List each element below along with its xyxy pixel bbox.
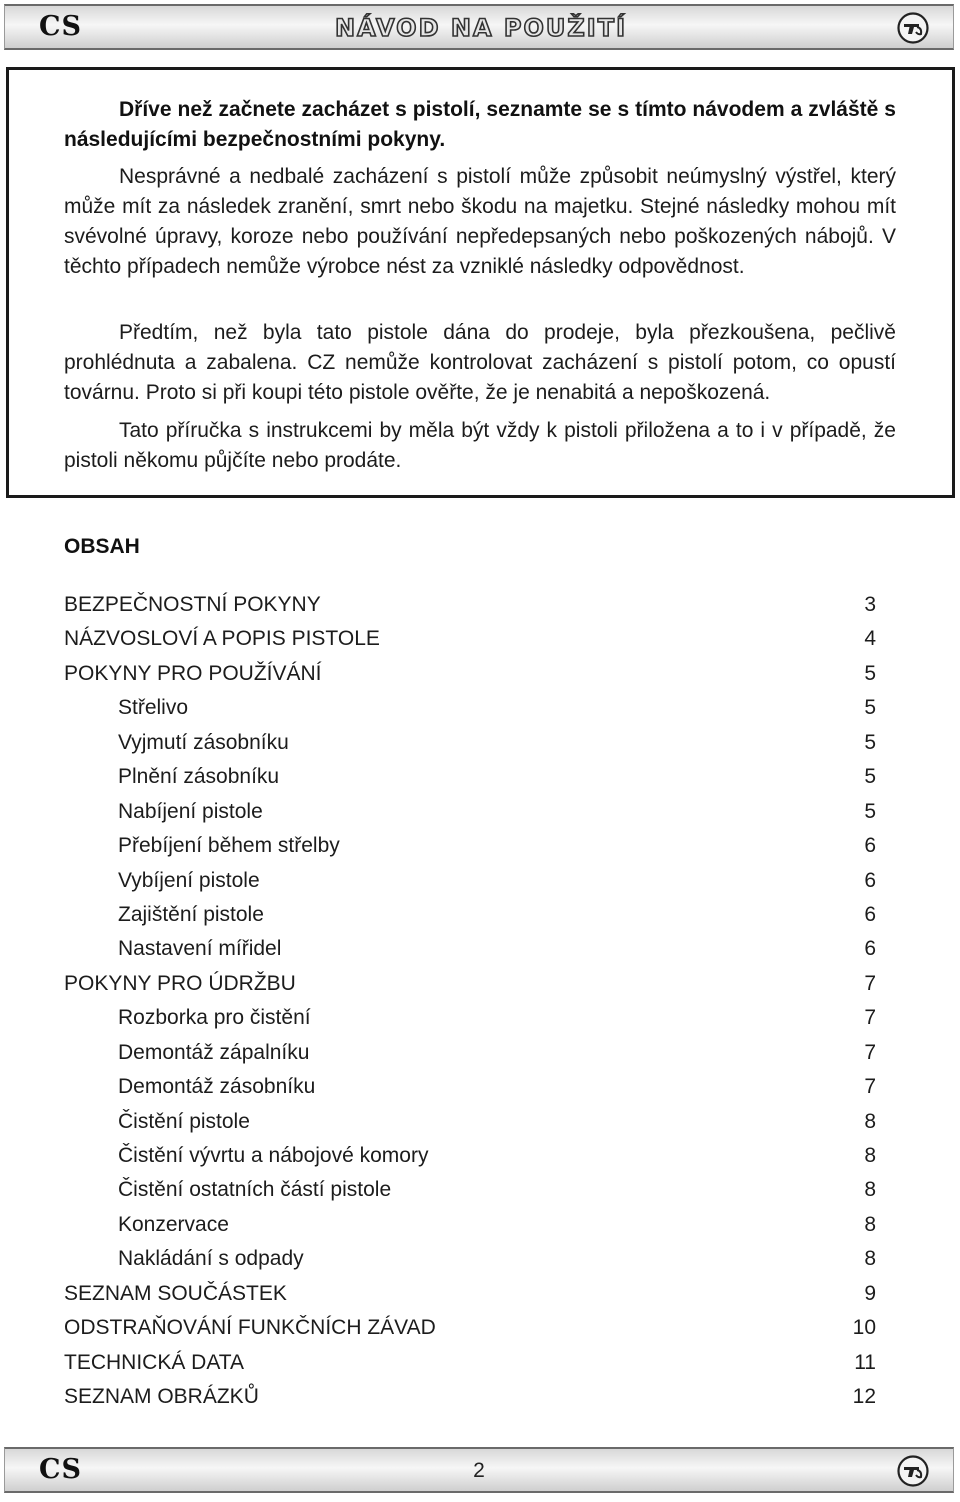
toc-entry-label: Nastavení mířidel: [118, 937, 282, 961]
toc-entry-page: 9: [864, 1281, 876, 1305]
toc-entry-label: Vyjmutí zásobníku: [118, 730, 289, 754]
page-number: 2: [473, 1459, 485, 1482]
toc-entry-page: 7: [864, 1006, 876, 1030]
toc-entry[interactable]: [64, 829, 876, 863]
toc-entry-page: 8: [864, 1247, 876, 1271]
toc-entry-page: 10: [852, 1316, 876, 1340]
toc-entry-label: Konzervace: [118, 1212, 229, 1236]
page-footer: [4, 1447, 954, 1493]
toc-heading: OBSAH: [64, 535, 140, 558]
toc-entry-page: 6: [864, 937, 876, 961]
toc-entry[interactable]: [64, 1277, 876, 1311]
toc-entry[interactable]: [64, 864, 876, 898]
toc-entry[interactable]: [64, 1036, 876, 1070]
toc-entry[interactable]: [64, 726, 876, 760]
toc-entry[interactable]: [64, 1001, 876, 1035]
toc-entry-label: SEZNAM SOUČÁSTEK: [64, 1281, 287, 1305]
toc-entry-label: Nabíjení pistole: [118, 799, 263, 823]
toc-entry-page: 8: [864, 1212, 876, 1236]
toc-entry-label: NÁZVOSLOVÍ A POPIS PISTOLE: [64, 627, 380, 651]
toc-entry-label: POKYNY PRO POUŽÍVÁNÍ: [64, 661, 322, 685]
toc-entry-label: Nakládání s odpady: [118, 1247, 304, 1271]
toc-entry-label: Rozborka pro čistění: [118, 1006, 311, 1030]
toc-entry-page: 11: [854, 1350, 876, 1374]
toc-entry-page: 6: [864, 834, 876, 858]
notice-paragraph-manual: Tato příručka s instrukcemi by měla být vždy k pistoli přiložena a to i v případě, že pistoli někomu půjčíte nebo prodáte.: [64, 419, 896, 472]
toc-entry[interactable]: [64, 795, 876, 829]
toc-entry[interactable]: [64, 1242, 876, 1276]
brand-logo-icon: [897, 1455, 929, 1487]
toc-entry-page: 5: [864, 765, 876, 789]
toc-entry-page: 5: [864, 661, 876, 685]
toc-entry[interactable]: [64, 1380, 876, 1414]
toc-entry[interactable]: [64, 898, 876, 932]
toc-entry-page: 7: [864, 1075, 876, 1099]
toc-entry-page: 5: [864, 799, 876, 823]
toc-entry-page: 3: [864, 593, 876, 616]
toc-entry-label: Střelivo: [118, 696, 189, 720]
toc-entry[interactable]: [64, 1346, 876, 1380]
toc-entry-page: 6: [864, 868, 876, 892]
toc-entry[interactable]: [64, 1173, 876, 1207]
toc-entry-label: TECHNICKÁ DATA: [64, 1350, 245, 1374]
toc-entry-label: Plnění zásobníku: [118, 765, 280, 789]
toc-entry-page: 8: [864, 1178, 876, 1202]
toc-entry-label: Demontáž zásobníku: [118, 1075, 316, 1099]
toc-entry-page: 12: [852, 1385, 876, 1409]
toc-entry-label: Demontáž zápalníku: [118, 1040, 310, 1064]
toc-entry-label: Čistění pistole: [118, 1109, 250, 1133]
toc-entry[interactable]: [64, 1139, 876, 1173]
table-of-contents: [64, 588, 876, 1415]
toc-entry-label: BEZPEČNOSTNÍ POKYNY: [64, 593, 321, 616]
toc-entry[interactable]: [64, 967, 876, 1001]
toc-entry-label: Čistění vývrtu a nábojové komory: [118, 1144, 429, 1167]
toc-entry-page: 5: [864, 696, 876, 720]
footer-language-code: CS: [39, 1454, 82, 1485]
toc-entry[interactable]: [64, 1311, 876, 1345]
toc-entry-label: SEZNAM OBRÁZKŮ: [64, 1385, 259, 1409]
toc-entry-label: Čistění ostatních částí pistole: [118, 1178, 392, 1202]
toc-entry-page: 4: [864, 627, 876, 651]
toc-entry[interactable]: [64, 932, 876, 966]
toc-entry-page: 7: [864, 971, 876, 995]
toc-entry-page: 8: [864, 1144, 876, 1167]
toc-entry-page: 6: [864, 902, 876, 926]
page-header: [4, 4, 954, 50]
toc-entry[interactable]: [64, 588, 876, 622]
toc-entry-label: ODSTRAŇOVÁNÍ FUNKČNÍCH ZÁVAD: [64, 1316, 436, 1340]
notice-paragraph-warning: Nesprávné a nedbalé zacházení s pistolí může způsobit neúmyslný výstřel, který může mít za následek zranění, smrt nebo škodu na majetku. Stejné následky mohou mít svévolné úpravy, koroze nebo používání nepředepsaných nebo poškozených nábojů. V těchto případech nemůže výrobce nést za vzniklé následky odpovědnost.: [64, 165, 896, 278]
toc-entry[interactable]: [64, 691, 876, 725]
toc-entry-page: 8: [864, 1109, 876, 1133]
toc-entry[interactable]: [64, 1105, 876, 1139]
toc-entry[interactable]: [64, 1208, 876, 1242]
toc-entry-page: 5: [864, 730, 876, 754]
toc-entry[interactable]: [64, 657, 876, 691]
notice-intro: Dříve než začnete zacházet s pistolí, seznamte se s tímto návodem a zvláště s následujícími bezpečnostními pokyny.: [64, 98, 896, 151]
toc-entry-label: Přebíjení během střelby: [118, 834, 340, 858]
language-code: CS: [39, 11, 82, 42]
toc-entry-label: Zajištění pistole: [118, 902, 264, 926]
toc-entry[interactable]: [64, 1070, 876, 1104]
brand-logo-icon: [897, 12, 929, 44]
toc-entry-page: 7: [864, 1040, 876, 1064]
toc-entry-label: POKYNY PRO ÚDRŽBU: [64, 971, 296, 995]
notice-paragraph-inspection: Předtím, než byla tato pistole dána do prodeje, byla přezkoušena, pečlivě prohlédnuta a zabalena. CZ nemůže kontrolovat zacházení s pistolí potom, co opustí továrnu. Proto si při koupi této pistole ověřte, že je nenabitá a nepoškozená.: [64, 321, 896, 404]
toc-entry[interactable]: [64, 622, 876, 656]
toc-entry[interactable]: [64, 760, 876, 794]
toc-entry-label: Vybíjení pistole: [118, 868, 260, 892]
document-title: NÁVOD NA POUŽITÍ: [335, 14, 627, 42]
